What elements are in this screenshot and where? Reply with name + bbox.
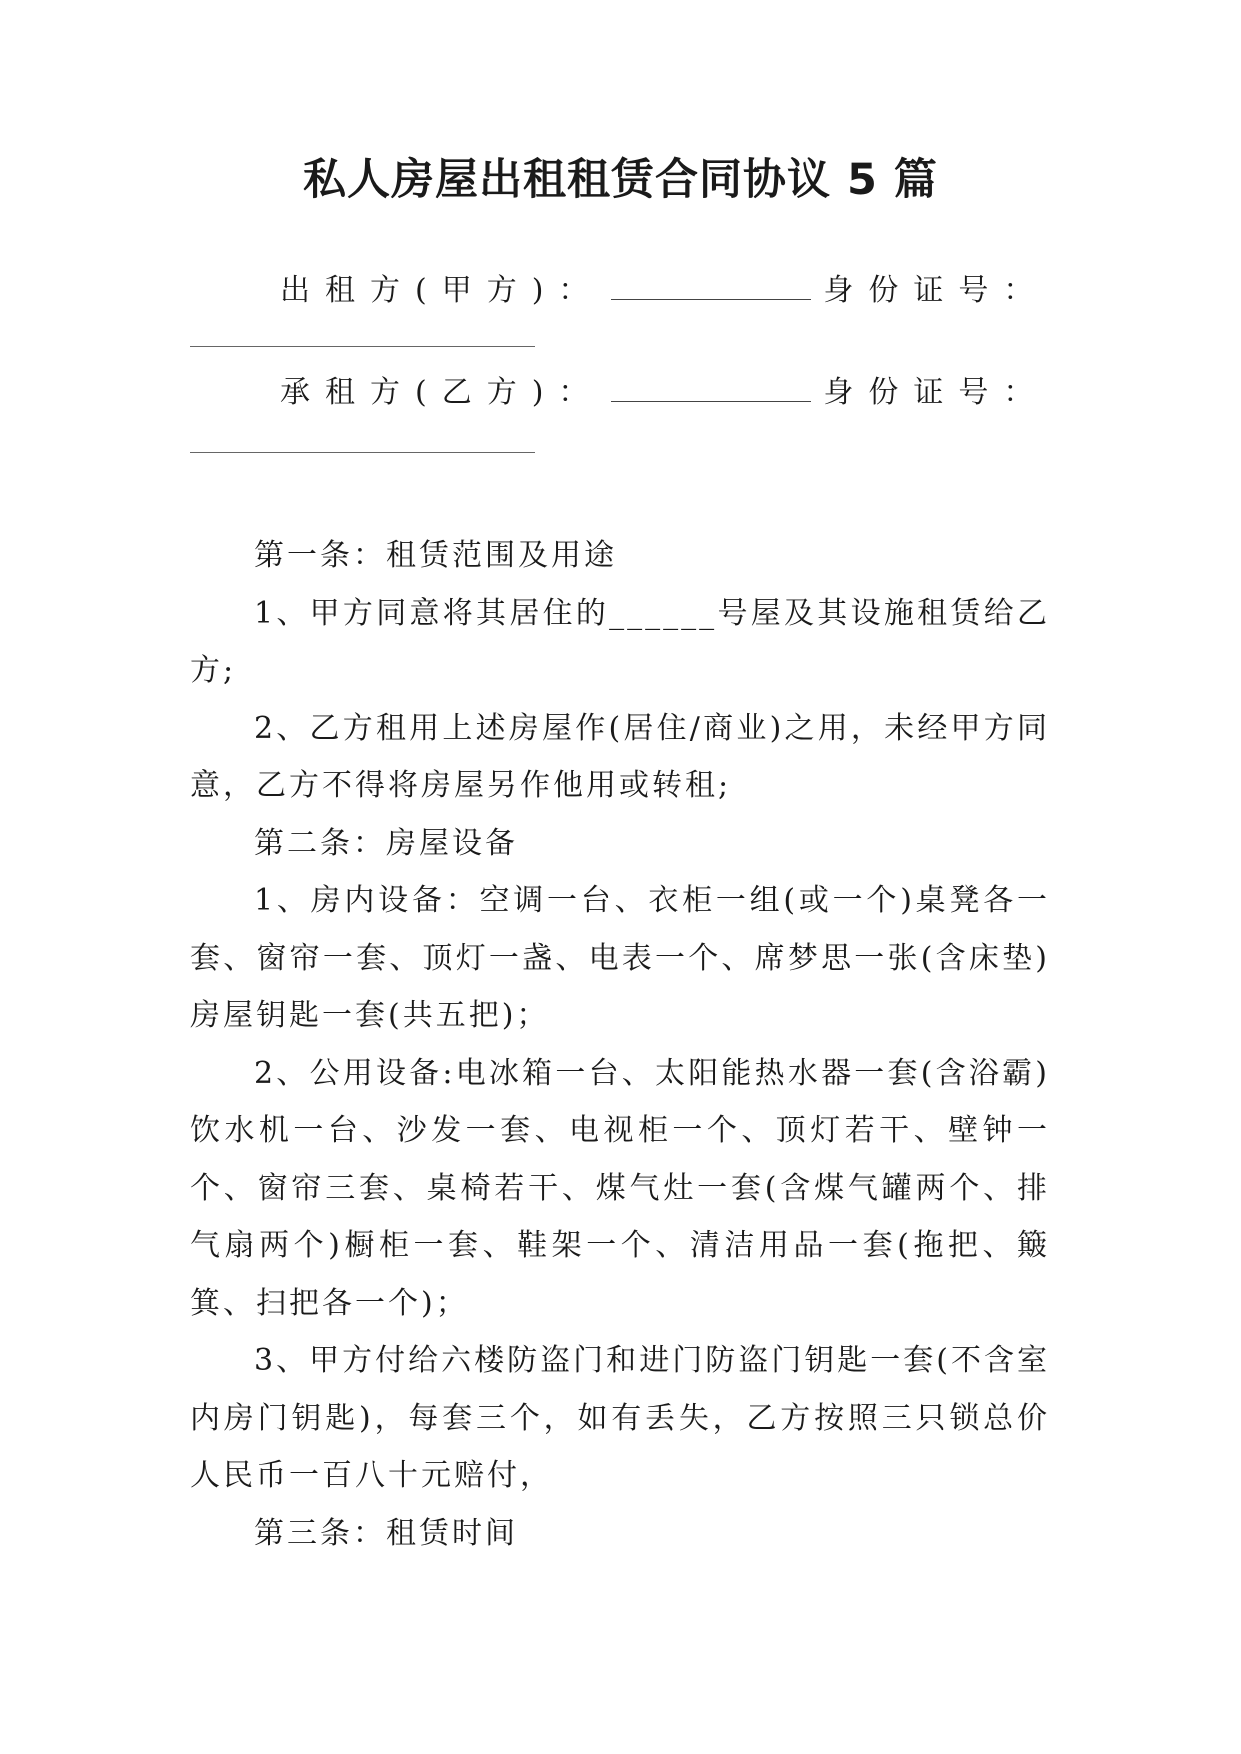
paragraph: 2、乙方租用上述房屋作(居住/商业)之用，未经甲方同意，乙方不得将房屋另作他用或转租; — [190, 710, 1050, 803]
party-b-id-blank — [190, 451, 535, 453]
party-b-line — [280, 367, 1049, 413]
paragraph: 1、甲方同意将其居住的______号屋及其设施租赁给乙方; — [190, 595, 1050, 688]
paragraph: 2、公用设备:电冰箱一台、太阳能热水器一套(含浴霸)饮水机一台、沙发一套、电视柜一个、顶灯若干、壁钟一个、窗帘三套、桌椅若干、煤气灶一套(含煤气罐两个、排气扇两个)橱柜一套、鞋架一个、清洁用品一套(拖把、簸箕、扫把各一个)； — [190, 1055, 1050, 1321]
party-a-label: 出租方(甲方)： — [280, 273, 604, 308]
party-a-id-blank — [190, 345, 535, 347]
document-body — [190, 527, 1050, 1562]
document-title: 私人房屋出租租赁合同协议 5 篇 — [303, 155, 938, 205]
party-b-label: 承租方(乙方)： — [280, 375, 604, 410]
article-2-heading: 第二条：房屋设备 — [254, 825, 518, 861]
paragraph: 1、房内设备：空调一台、衣柜一组(或一个)桌凳各一套、窗帘一套、顶灯一盏、电表一个、席梦思一张(含床垫)房屋钥匙一套(共五把)； — [190, 883, 1050, 1033]
paragraph: 3、甲方付给六楼防盗门和进门防盗门钥匙一套(不含室内房门钥匙)，每套三个，如有丢失，乙方按照三只锁总价人民币一百八十元赔付， — [190, 1343, 1050, 1493]
party-a-name-blank — [611, 265, 811, 300]
party-b-id-label: 身份证号： — [823, 375, 1049, 410]
article-3-heading: 第三条：租赁时间 — [254, 1515, 518, 1551]
party-a-id-label: 身份证号： — [823, 273, 1049, 308]
party-b-name-blank — [611, 367, 811, 402]
article-1-heading: 第一条：租赁范围及用途 — [254, 538, 617, 573]
party-a-line — [280, 265, 1049, 311]
